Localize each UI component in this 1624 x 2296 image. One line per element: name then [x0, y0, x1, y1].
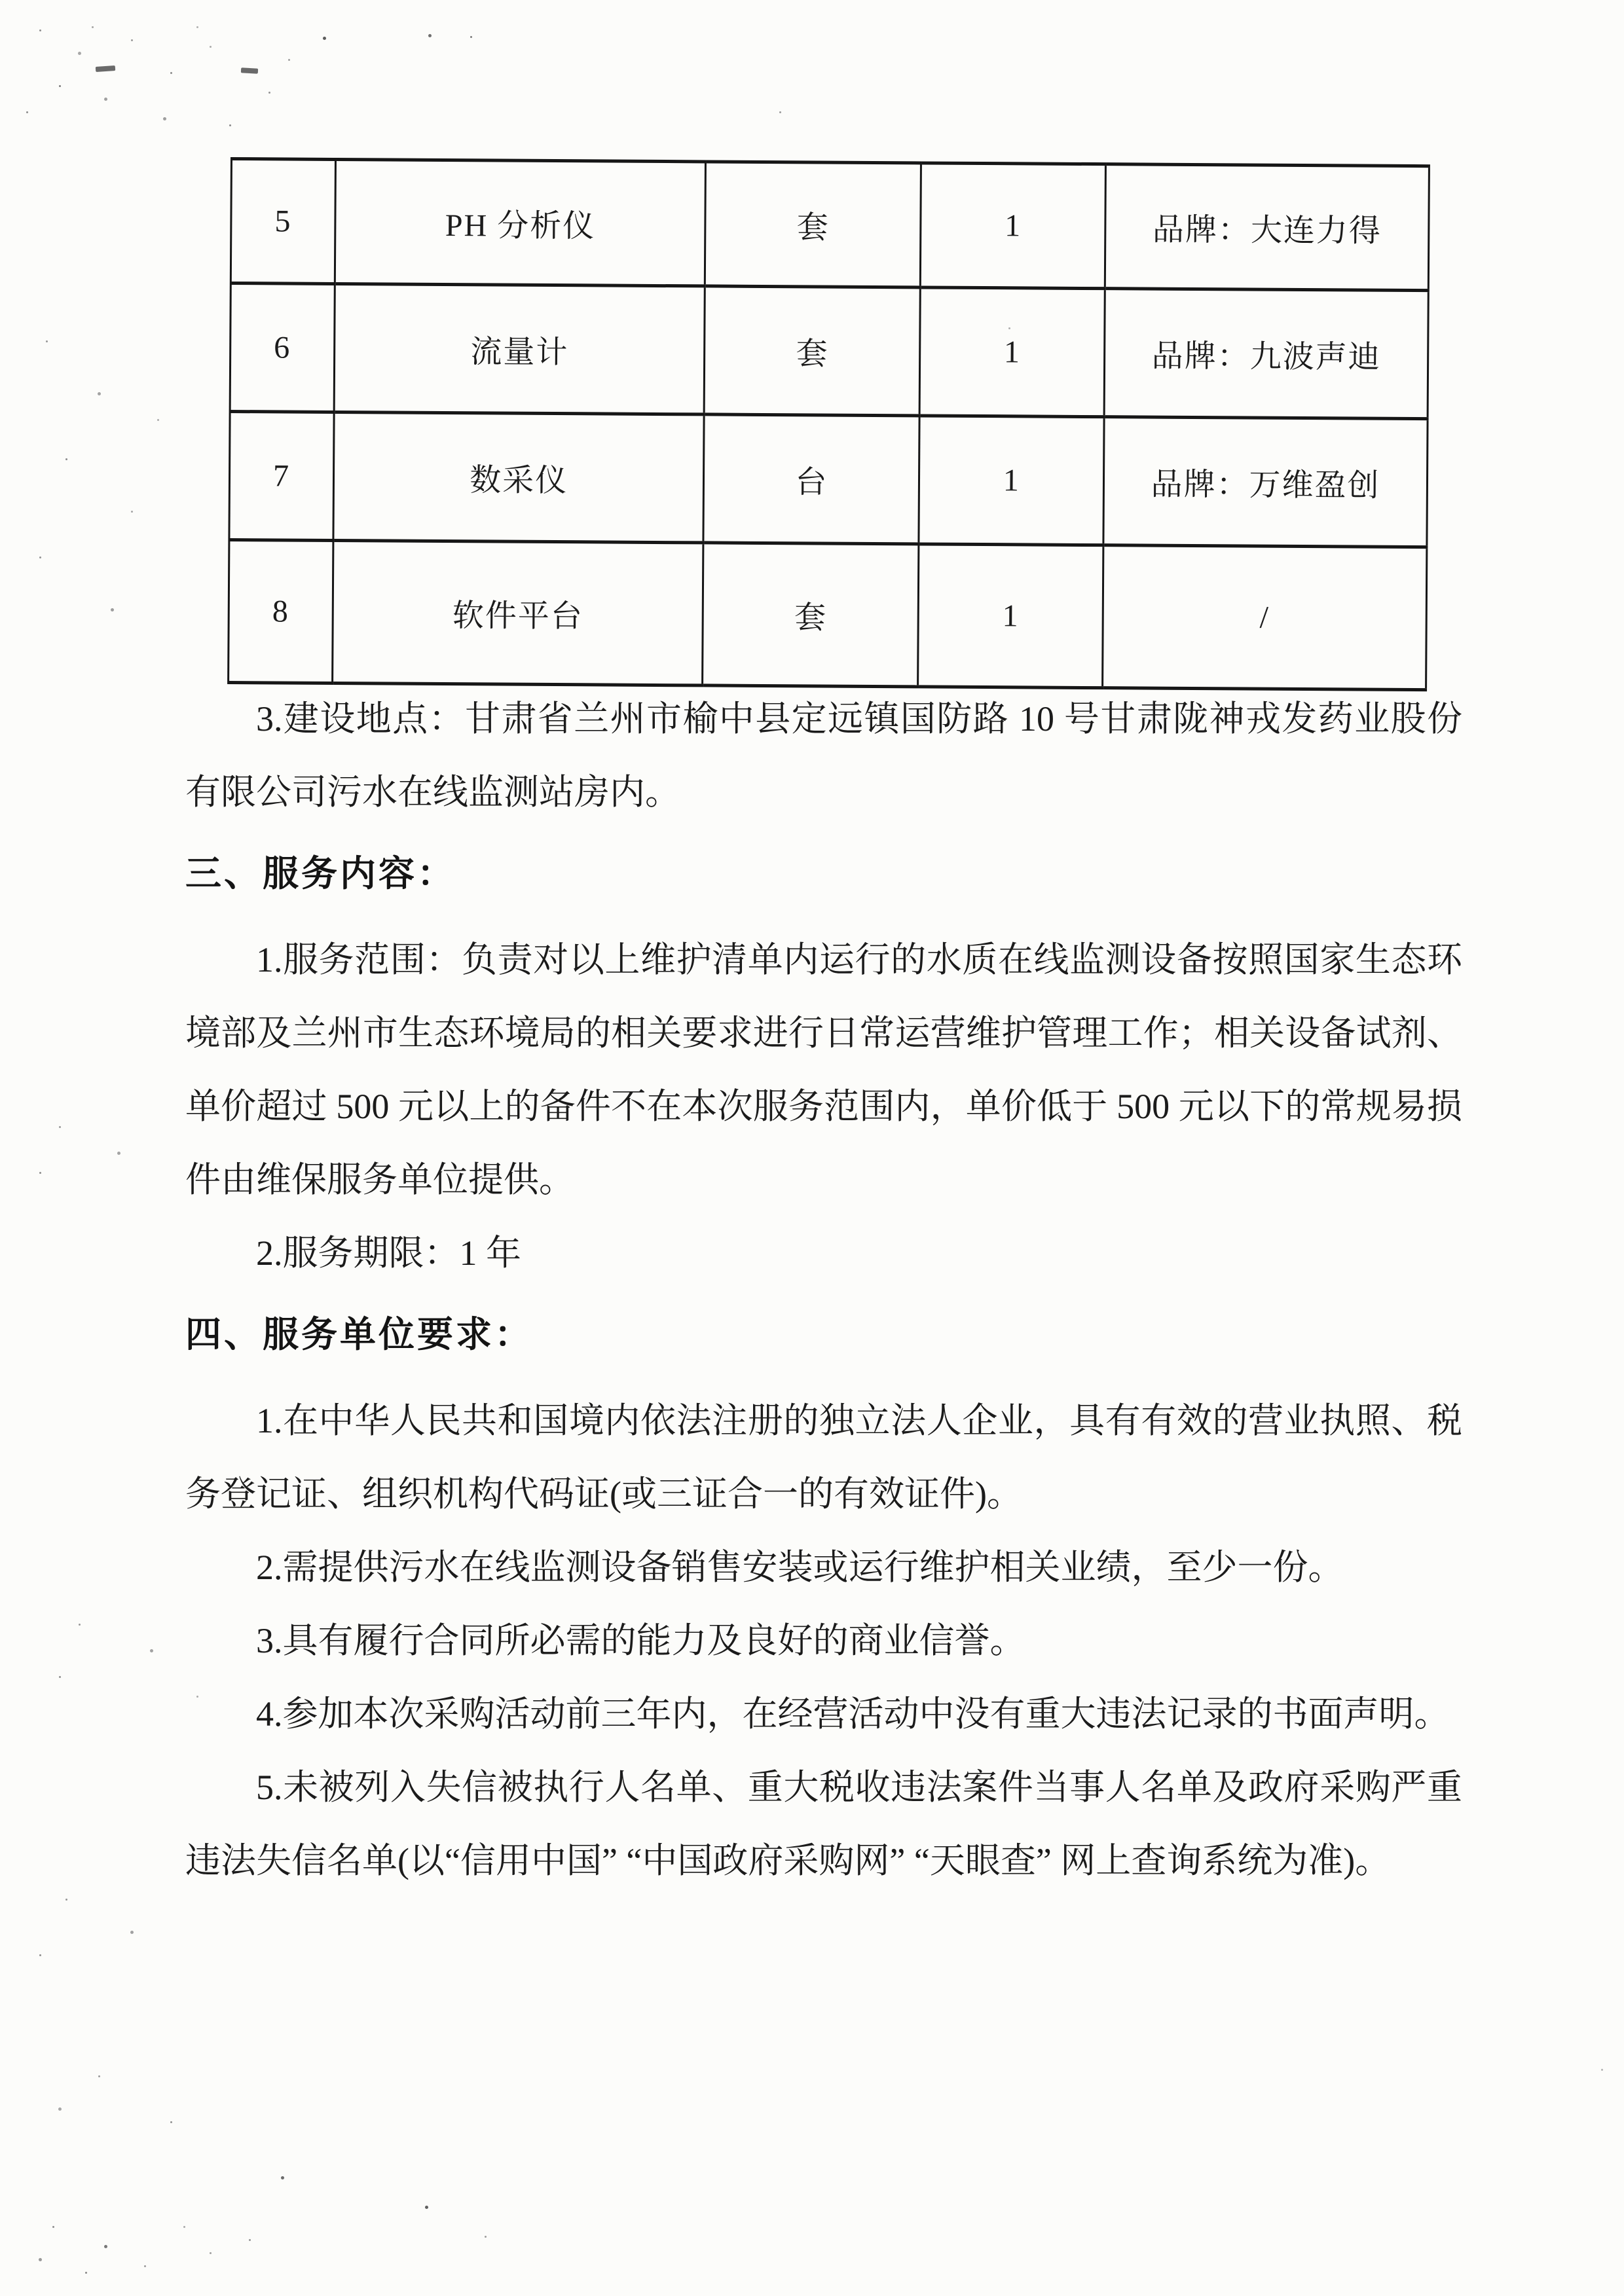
- heading-supplier-requirements: 四、服务单位要求：: [185, 1314, 534, 1355]
- cell-unit: 套: [705, 162, 921, 287]
- para-service-scope: 1.服务范围：负责对以上维护清单内运行的水质在线监测设备按照国家生态环境部及兰州市生态环境局的相关要求进行日常运营维护管理工作；相关设备试剂、单价超过 500 元以上的备件不在本次服务范围内，单价低于 500 元以下的常规易损件由维保服务单位提供。: [185, 940, 1462, 1199]
- cell-unit: 套: [704, 286, 920, 416]
- cell-unit: 套: [703, 543, 919, 687]
- cell-row-number: 6: [230, 283, 335, 412]
- heading-service-content: 三、服务内容：: [185, 853, 456, 894]
- para-requirement-3: 3.具有履行合同所必需的能力及良好的商业信誉。: [256, 1621, 1025, 1660]
- scan-noise-speckles: [0, 0, 2, 2]
- scan-smudge: [96, 65, 115, 72]
- cell-unit: 台: [703, 414, 919, 544]
- cell-item-name: 流量计: [334, 283, 705, 414]
- scan-smudge: [241, 67, 258, 73]
- cell-brand: 品牌：九波声迪: [1104, 289, 1428, 419]
- cell-row-number: 8: [229, 539, 333, 683]
- equipment-maintenance-table-wrap: [227, 157, 1430, 691]
- para-service-term: 2.服务期限：1 年: [256, 1233, 521, 1273]
- para-requirement-1: 1.在中华人民共和国境内依法注册的独立法人企业，具有有效的营业执照、税务登记证、组织机构代码证(或三证合一的有效证件)。: [185, 1401, 1462, 1514]
- para-requirement-5: 5.未被列入失信被执行人名单、重大税收违法案件当事人名单及政府采购严重违法失信名单(以“信用中国” “中国政府采购网” “天眼查” 网上查询系统为准)。: [185, 1768, 1462, 1880]
- cell-row-number: 7: [229, 412, 334, 541]
- cell-brand: 品牌：万维盈创: [1103, 417, 1428, 547]
- cell-quantity: 1: [921, 163, 1106, 289]
- cell-quantity: 1: [920, 287, 1105, 417]
- document-body-text: [185, 682, 1462, 1897]
- para-requirement-2: 2.需提供污水在线监测设备销售安装或运行维护相关业绩，至少一份。: [256, 1548, 1344, 1587]
- cell-brand: /: [1103, 545, 1427, 690]
- equipment-maintenance-table: [227, 157, 1430, 691]
- table-row: [231, 159, 1429, 291]
- table-row: [229, 539, 1427, 689]
- cell-item-name: 数采仪: [333, 412, 704, 542]
- cell-quantity: 1: [919, 416, 1104, 545]
- cell-item-name: 软件平台: [333, 540, 703, 685]
- para-construction-location: 3.建设地点：甘肃省兰州市榆中县定远镇国防路 10 号甘肃陇神戎发药业股份有限公司污水在线监测站房内。: [185, 699, 1462, 812]
- cell-brand: 品牌：大连力得: [1105, 164, 1429, 291]
- table-row: [229, 412, 1428, 547]
- cell-item-name: PH 分析仪: [335, 159, 705, 285]
- cell-row-number: 5: [231, 159, 335, 284]
- cell-quantity: 1: [918, 544, 1103, 688]
- table-row: [230, 283, 1428, 419]
- para-requirement-4: 4.参加本次采购活动前三年内，在经营活动中没有重大违法记录的书面声明。: [256, 1694, 1450, 1734]
